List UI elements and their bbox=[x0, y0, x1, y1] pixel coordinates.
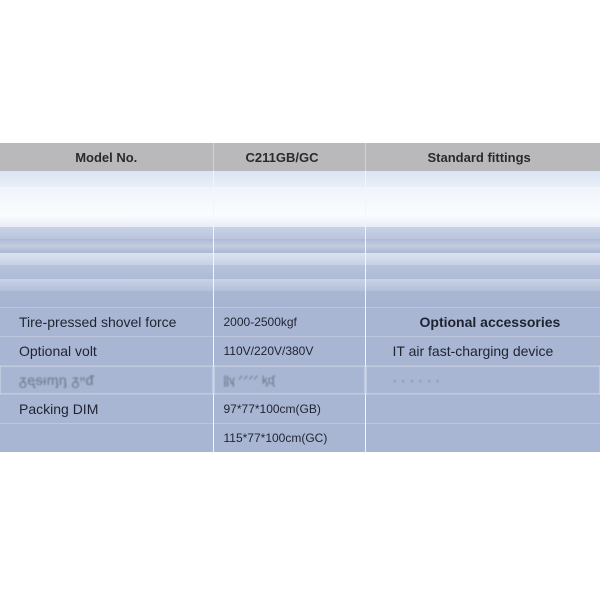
row-extra bbox=[365, 395, 600, 424]
row-label: Tire-pressed shovel force bbox=[0, 308, 213, 337]
blurred-label: ᵹᶒᵴᵼᶆᶇ ᵹᵸᵭ bbox=[0, 366, 213, 395]
row-label: Packing DIM bbox=[0, 395, 213, 424]
blurred-value: ᶅᶅᶌ ᐟᐟᐟᐟ ᶄᶑ bbox=[213, 366, 365, 395]
table-row bbox=[0, 395, 600, 424]
blurred-row bbox=[0, 187, 600, 227]
blurred-extra: · · · · · · bbox=[365, 366, 600, 395]
blurred-row bbox=[0, 291, 600, 308]
table-row bbox=[0, 424, 600, 453]
table-header-row bbox=[0, 143, 600, 171]
row-extra: Optional accessories bbox=[365, 308, 600, 337]
row-value: 2000-2500kgf bbox=[213, 308, 365, 337]
spec-table bbox=[0, 143, 600, 452]
row-label: Optional volt bbox=[0, 337, 213, 366]
row-value: 110V/220V/380V bbox=[213, 337, 365, 366]
header-standard-fittings: Standard fittings bbox=[365, 143, 600, 171]
header-model-value: C211GB/GC bbox=[213, 143, 365, 171]
blurred-row bbox=[0, 253, 600, 265]
row-label bbox=[0, 424, 213, 453]
row-value: 97*77*100cm(GB) bbox=[213, 395, 365, 424]
blurred-row bbox=[0, 227, 600, 239]
blurred-row bbox=[0, 239, 600, 253]
row-extra bbox=[365, 424, 600, 453]
table-row bbox=[0, 308, 600, 337]
header-model-no: Model No. bbox=[0, 143, 213, 171]
row-value: 115*77*100cm(GC) bbox=[213, 424, 365, 453]
blurred-text-row bbox=[0, 366, 600, 395]
blurred-row bbox=[0, 171, 600, 187]
blurred-row bbox=[0, 265, 600, 279]
blurred-row bbox=[0, 279, 600, 291]
row-extra: IT air fast-charging device bbox=[365, 337, 600, 366]
table-row bbox=[0, 337, 600, 366]
